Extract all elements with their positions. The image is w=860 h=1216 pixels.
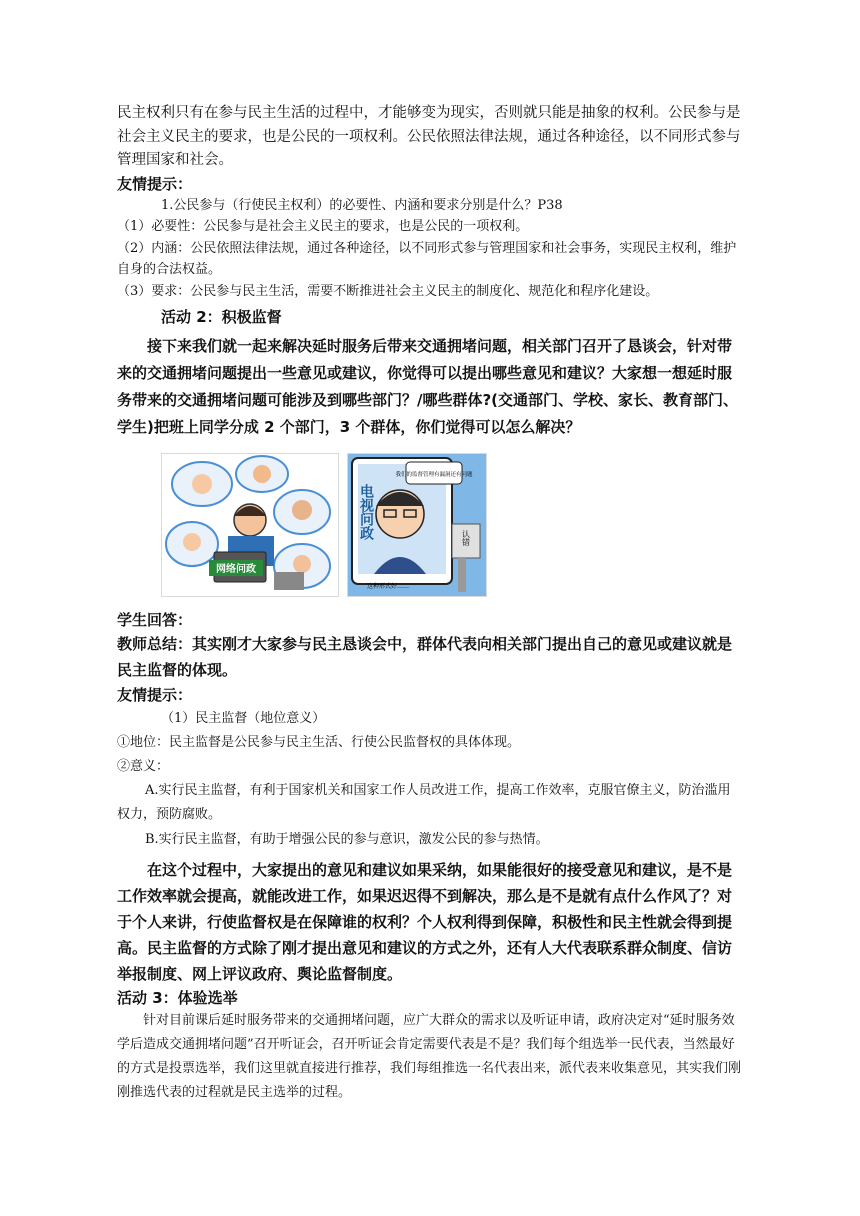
teacher-summary: 教师总结：其实刚才大家参与民主恳谈会中，群体代表向相关部门提出自己的意见或建议就是民主监督的体现。	[117, 635, 733, 679]
tip1-item-requirement: （3）要求：公民参与民主生活，需要不断推进社会主义民主的制度化、规范化和程序化建设。	[117, 283, 659, 299]
tv-speech-bubble: 我们的监督管理有漏洞还有问题	[395, 472, 473, 478]
activity3-body: 针对目前课后延时服务带来的交通拥堵问题，应广大群众的需求以及听证申请，政府决定对“延时服务效学后造成交通拥堵问题”召开听证会，召开听证会肯定需要代表是不是？我们每个组选举一民代表，当然最好的方式是投票选举，我们这里就直接进行推荐，我们每组推选一名代表出来，派代表来收集意见，其实我们刚刚推选代表的过程就是民主选举的过程。	[117, 1013, 742, 1100]
tv-inquiry-illustration	[347, 453, 487, 597]
tip2-meaning-b: B.实行民主监督，有助于增强公民的参与意识，激发公民的参与热情。	[145, 832, 549, 847]
activity2-body: 接下来我们就一起来解决延时服务后带来交通拥堵问题，相关部门召开了恳谈会，针对带来的交通拥堵问题提出一些意见或建议，你觉得可以提出哪些意见和建议？大家想一想延时服务带来的交通拥堵问题可能涉及到哪些部门？/哪些群体?(交通部门、学校、家长、教育部门、学生)把班上同学分成 2 个部门，3 个群体，你们觉得可以怎么解决？	[117, 337, 739, 436]
online-inquiry-sign: 网络问政	[216, 564, 256, 575]
tip2-heading: 友情提示：	[117, 686, 193, 704]
activity3-title: 活动 3：体验选举	[117, 989, 238, 1007]
student-answer-label: 学生回答：	[117, 611, 193, 629]
intro-paragraph: 民主权利只有在参与民主生活的过程中，才能够变为现实，否则就只能是抽象的权利。公民参与是社会主义民主的要求，也是公民的一项权利。公民依照法律法规，通过各种途径，以不同形式参与管理国家和社会。	[117, 105, 741, 168]
tip1-item-connotation: （2）内涵：公民依照法律法规，通过各种途径，以不同形式参与管理国家和社会事务，实现民主权利，维护自身的合法权益。	[117, 240, 737, 277]
tip2-meaning-a: A.实行民主监督，有利于国家机关和国家工作人员改进工作，提高工作效率，克服官僚主义，防治滥用权力，预防腐败。	[117, 783, 731, 822]
tip1-heading: 友情提示：	[117, 174, 193, 193]
tv-side-label: 认错	[461, 530, 471, 546]
tip1-item-necessity: （1）必要性：公民参与是社会主义民主的要求，也是公民的一项权利。	[117, 219, 529, 234]
activity2-title: 活动 2：积极监督	[161, 308, 282, 326]
tv-inquiry-title: 电视问政	[358, 484, 374, 540]
tv-bottom-caption: 这种形式好……	[366, 583, 410, 590]
online-inquiry-illustration	[161, 453, 339, 597]
discussion-paragraph: 在这个过程中，大家提出的意见和建议如果采纳，如果能很好的接受意见和建议，是不是工作效率就会提高，就能改进工作，如果迟迟得不到解决，那么是不是就有点什么作风了？对于个人来讲，行使监督权是在保障谁的权利？个人权利得到保障，积极性和民主性就会得到提高。民主监督的方式除了刚才提出意见和建议的方式之外，还有人大代表联系群众制度、信访举报制度、网上评议政府、舆论监督制度。	[117, 861, 733, 983]
tip2-status: ①地位：民主监督是公民参与民主生活、行使公民监督权的具体体现。	[117, 735, 521, 750]
illustration-row	[161, 453, 743, 597]
tip1-question: 1.公民参与（行使民主权利）的必要性、内涵和要求分别是什么？P38	[161, 197, 563, 213]
tip2-meaning-label: ②意义：	[117, 759, 170, 774]
tip2-subheading: （1）民主监督（地位意义）	[161, 711, 326, 726]
document-page	[117, 102, 743, 1105]
